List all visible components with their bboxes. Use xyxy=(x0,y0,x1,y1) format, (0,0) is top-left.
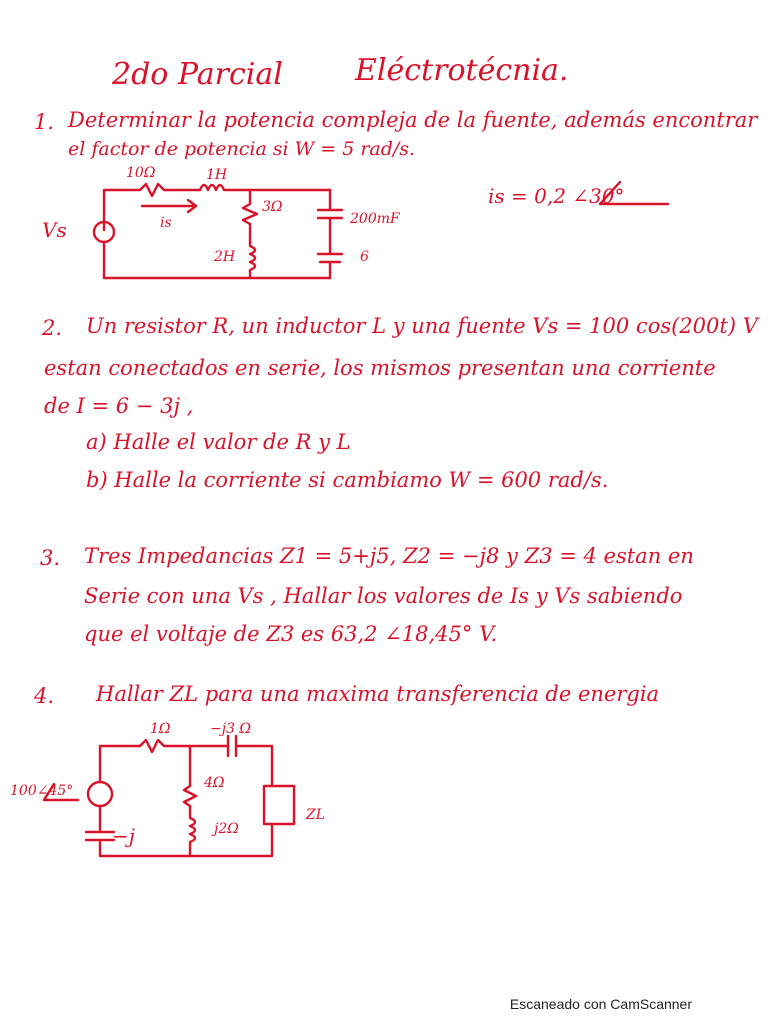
q1-branch2 xyxy=(318,190,342,278)
q3-number: 3. xyxy=(40,546,61,570)
q4-right-wire xyxy=(190,821,272,856)
q1-l1-label: 1H xyxy=(206,167,228,183)
q4-zl-label: ZL xyxy=(306,807,326,823)
q1-source-label: Vs xyxy=(42,218,67,242)
q4-line1: Hallar ZL para una maxima transferencia de energia xyxy=(96,682,660,706)
q1-l2-label: 2H xyxy=(214,249,236,265)
q4-source-symbol xyxy=(88,782,112,806)
q4-circuit xyxy=(86,736,294,856)
q2-part-a: a) Halle el valor de R y L xyxy=(86,430,351,454)
q2-line1: Un resistor R, un inductor L y una fuente Vs = 100 cos(200t) V xyxy=(86,314,758,338)
q4-mid-branch xyxy=(184,746,196,856)
q1-r1-label: 10Ω xyxy=(126,165,156,181)
title-right: Eléctrotécnia. xyxy=(355,53,569,88)
q4-c1-label: −j3 Ω xyxy=(210,721,252,737)
q3-line1: Tres Impedancias Z1 = 5+j5, Z2 = −j8 y Z3 = 4 estan en xyxy=(84,544,694,568)
q1-line1: Determinar la potencia compleja de la fuente, además encontrar xyxy=(68,108,758,132)
q2-line2: estan conectados en serie, los mismos presentan una corriente xyxy=(44,356,716,380)
q1-angle-mark xyxy=(600,182,668,204)
title-left: 2do Parcial xyxy=(112,57,283,92)
q1-inductor xyxy=(200,185,330,190)
q1-resistor xyxy=(140,184,200,196)
q4-r1-label: 1Ω xyxy=(150,721,171,737)
q4-resistor1 xyxy=(140,740,228,752)
q4-number: 4. xyxy=(34,684,55,708)
camscanner-footer: Escaneado con CamScanner xyxy=(509,996,692,1012)
q2-part-b: b) Halle la corriente si cambiamo W = 600 rad/s. xyxy=(86,468,609,492)
q1-current-label: is xyxy=(160,215,172,231)
q2-number: 2. xyxy=(42,316,63,340)
q1-line2: el factor de potencia si W = 5 rad/s. xyxy=(68,138,416,160)
q4-cap-label: −j xyxy=(112,824,135,848)
q1-number: 1. xyxy=(34,110,55,134)
q4-left-wire xyxy=(86,806,190,856)
q1-r2-label: 3Ω xyxy=(262,199,283,215)
q1-is-value: is = 0,2 ∠30° xyxy=(488,184,625,208)
q3-line3: que el voltaje de Z3 es 63,2 ∠18,45° V. xyxy=(84,622,498,646)
q1-circuit xyxy=(94,184,342,278)
q1-current-arrow xyxy=(142,200,196,212)
q4-capacitor1 xyxy=(228,736,272,786)
q1-branch1 xyxy=(243,190,257,278)
q2-line3: de I = 6 − 3j , xyxy=(44,394,194,418)
q3-line2: Serie con una Vs , Hallar los valores de Is y Vs sabiendo xyxy=(84,584,683,608)
q4-source-angle-mark xyxy=(44,784,78,800)
q4-zl-box xyxy=(264,786,294,824)
q4-r2-label: 4Ω xyxy=(204,775,225,791)
q1-left-wire xyxy=(104,242,330,278)
q1-c-label: 200mF xyxy=(350,211,400,227)
q4-l-label: j2Ω xyxy=(214,821,239,837)
q4-top-wire xyxy=(100,746,140,782)
q4-source-label: 100∠45° xyxy=(10,783,74,799)
q1-c-value-label: 6 xyxy=(360,249,369,265)
